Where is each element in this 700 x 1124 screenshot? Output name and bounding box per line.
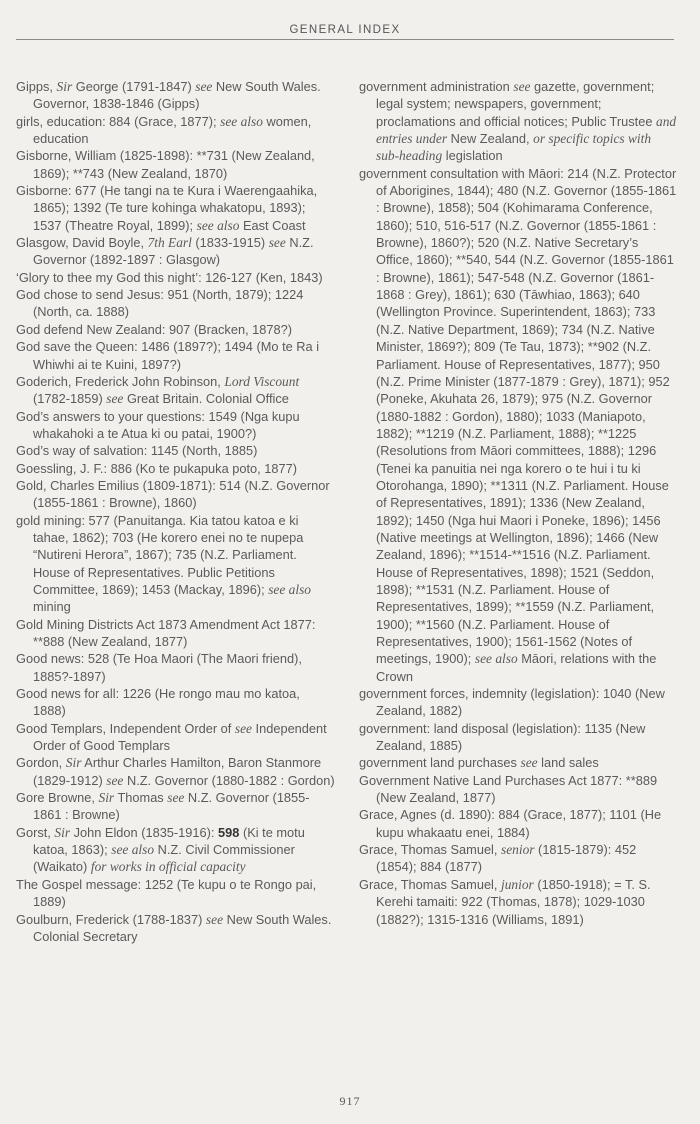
entry-text: Good Templars, Independent Order of [16,720,235,736]
index-entry [16,78,336,113]
entry-text: (Ki te motu katoa, 1863); [33,824,305,858]
entry-text: Gipps, [16,79,57,94]
entry-text: Independent Order of Good Templars [33,720,327,754]
entry-text: Sir [98,790,115,806]
entry-text: see [106,772,124,788]
index-entry [16,269,336,286]
entry-text: junior [501,876,534,892]
index-entry [359,720,677,755]
entry-text: Lord Viscount [224,373,300,389]
entry-text: Thomas [114,790,168,806]
entry-text: ‘Glory to thee my God this night’: 126-127 (Ken, 1843) [16,269,323,285]
entry-text: Gordon, [16,755,66,771]
entry-text: Māori, relations with the Crown [376,651,657,684]
entry-text: (1833-1915) [191,235,269,251]
entry-text: (1850-1918); = T. S. Kerehi tamaiti: 922 (Thomas, 1878); 1029-1030 (1882?); 1315-1316 (Williams, 1891) [376,876,651,927]
entry-text: God save the Queen: 1486 (1897?); 1494 (Mo te Ra i Whiwhi ai te Kuini, 1897?) [16,339,320,372]
entry-text: and entries under [376,113,677,147]
index-entry [16,286,336,321]
entry-text: see [234,720,252,736]
entry-text: New South Wales. Colonial Secretary [33,911,332,944]
entry-text: 598 [218,824,240,840]
index-entry [16,789,336,824]
index-entry [359,78,677,165]
entry-text: Sir [65,755,82,771]
index-entry [16,824,336,876]
entry-text: senior [501,842,535,858]
index-entry [16,754,336,789]
index-entry [359,685,677,720]
entry-text: see [513,79,531,94]
entry-text: Grace, Thomas Samuel, [359,842,502,858]
index-entry [16,234,336,269]
entry-text: see [268,235,286,251]
index-column-right [359,78,677,928]
index-entry [359,165,677,685]
entry-text: legislation [442,148,503,164]
entry-text: Gold, Charles Emilius (1809-1871): 514 (N.Z. Governor (1855-1861 : Browne), 1860) [16,477,330,511]
entry-text: Glasgow, David Boyle, [16,235,148,251]
entry-text: (1782-1859) [33,391,107,407]
index-entry [16,321,336,338]
running-header: GENERAL INDEX [16,24,674,40]
entry-text: Goessling, J. F.: 886 (Ko te pukapuka poto, 1877) [16,460,297,476]
entry-text: Goderich, Frederick John Robinson, [16,373,225,389]
entry-text: New South Wales. Governor, 1838-1846 (Gipps) [33,79,321,112]
entry-text: God defend New Zealand: 907 (Bracken, 1878?) [16,321,293,337]
entry-text: government administration [359,79,514,94]
entry-text: (1815-1879): 452 (1854); 884 (1877) [376,842,637,875]
index-entry [16,373,336,408]
index-entry [359,754,677,771]
entry-text: George (1791-1847) [72,79,196,94]
index-entry [359,876,677,928]
entry-text: women, education [33,113,312,147]
entry-text: Good news for all: 1226 (He rongo mau mo katoa, 1888) [16,686,300,719]
entry-text: Goulburn, Frederick (1788-1837) [16,911,206,927]
entry-text: Arthur Charles Hamilton, Baron Stanmore (1829-1912) [33,755,322,788]
entry-text: New Zealand, [447,131,534,147]
index-entry [16,442,336,459]
index-entry [16,876,336,911]
entry-text: see [205,911,224,927]
index-entry [16,512,336,616]
index-entry [359,772,677,807]
entry-text: N.Z. Governor (1892-1897 : Glasgow) [33,235,314,268]
entry-text: N.Z. Governor (1880-1882 : Gordon) [123,772,335,788]
entry-text: girls, education: 884 (Grace, 1877); [16,113,221,129]
index-entry [16,147,336,182]
entry-text: gazette, government; legal system; newspapers, government; proclamations and official notices; Public Trustee [376,79,657,129]
entry-text: John Eldon (1835-1916): [70,824,219,840]
entry-text: see [195,79,213,94]
index-entry [16,408,336,443]
entry-text: government consultation with Māori: 214 (N.Z. Protector of Aborigines, 1844); 480 (N.Z. Governor (1855-1861 : Browne), 1858); 504 (Kohimarama Conference, 1860); 510, 516-517 (N.Z. Governor (1855-1861 : Browne), 1860?); 520 (N.Z. Native Secretary’s Office, 1860); **540, 544 (N.Z. Governor (1855-1861 : Browne), 1861); 547-548 (N.Z. Governor (1861-1868 : Grey), 1861); 630 (Tāwhiao, 1863); 640 (Wellington Province. Superintendent, 1863); 733 (N.Z. Native Department, 1869); 734 (N.Z. Native Minister, 1869?); 809 (Te Tau, 1873); **902 (N.Z. Parliament. House of Representatives, 1877); 950 (N.Z. Prime Minister (1877-1879 : Grey), 1871); 952 (Poneke, Akuhata 26, 1879); 975 (N.Z. Governor (1880-1882 : Gordon), 1880); 1033 (Maniapoto, 1882); **1219 (N.Z. Parliament, 1888); **1225 (Resolutions from Māori committees, 1888); 1296 (Tenei ka panuitia nei nga korero o te hui i tu ki Otorohanga, 1890); **1311 (N.Z. Parliament. House of Representatives, 1891); 1336 (New Zealand, 1892); 1450 (Nga hui Maori i Poneke, 1896); 1456 (Native meetings at Wellington, 1896); 1466 (New Zealand, 1896); **1514-**1516 (N.Z. Parliament. House of Representatives, 1898); 1521 (Seddon, 1898); **1531 (N.Z. Parliament. House of Representatives, 1899); **1559 (N.Z. Parliament, 1900); **1560 (N.Z. Parliament. House of Representatives, 1900); 1561-1562 (Notes of meetings, 1900); [359,165,677,667]
page-number: 917 [339,1094,361,1108]
entry-text: Government Native Land Purchases Act 1877: **889 (New Zealand, 1877) [359,772,658,806]
entry-text: Gisborne, William (1825-1898): **731 (New Zealand, 1869); **743 (New Zealand, 1870) [16,148,315,181]
index-entry [359,841,677,876]
entry-text: see also [196,217,240,233]
index-column-left [16,78,336,945]
index-entry [359,806,677,841]
entry-text: mining [33,599,71,615]
index-entry [16,616,336,651]
entry-text: Gorst, [16,824,55,840]
entry-text: Good news: 528 (Te Hoa Maori (The Maori friend), 1885?-1897) [16,651,302,684]
entry-text: see also [474,651,518,667]
entry-text: God’s answers to your questions: 1549 (Nga kupu whakahoki a te Atua ki ou patai, 1900?) [16,408,300,441]
entry-text: East Coast [239,217,306,233]
index-entry [16,477,336,512]
index-entry [16,650,336,685]
index-entry [16,911,336,946]
entry-text: The Gospel message: 1252 (Te kupu o te Rongo pai, 1889) [16,876,317,910]
entry-text: government forces, indemnity (legislation): 1040 (New Zealand, 1882) [359,686,665,719]
entry-text: Grace, Thomas Samuel, [359,876,502,892]
entry-text: Gisborne: 677 (He tangi na te Kura i Waerengaahika, 1865); 1392 (Te ture kohinga whakatopu, 1893); 1537 (Theatre Royal, 1899); [16,183,318,233]
index-entry [16,182,336,234]
entry-text: Sir [56,79,73,94]
entry-text: Sir [54,824,71,840]
entry-text: N.Z. Civil Commissioner (Waikato) [33,842,295,875]
entry-text: gold mining: 577 (Panuitanga. Kia tatou katoa e ki tahae, 1862); 703 (He korero enei no te nupepa “Nutireni Herora”, 1867); 735 (N.Z. Parliament. House of Representatives. Public Petitions Committee, 1869); 1453 (Mackay, 1896); [16,512,304,597]
entry-text: Gold Mining Districts Act 1873 Amendment Act 1877: **888 (New Zealand, 1877) [16,616,316,649]
entry-text: government land purchases [359,755,521,771]
index-entry [16,460,336,477]
entry-text: God’s way of salvation: 1145 (North, 1885) [16,443,258,459]
entry-text: God chose to send Jesus: 951 (North, 1879); 1224 (North, ca. 1888) [16,287,304,320]
entry-text: or specific topics with sub-heading [376,131,652,164]
entry-text: see also [111,842,155,858]
entry-text: see [167,790,185,806]
entry-text: 7th Earl [147,235,192,251]
entry-text: see also [268,581,311,597]
entry-text: Grace, Agnes (d. 1890): 884 (Grace, 1877); 1101 (He kupu whakaatu enei, 1884) [359,807,662,840]
entry-text: Gore Browne, [16,790,99,806]
entry-text: for works in official capacity [90,859,246,875]
entry-text: see also [220,113,263,129]
entry-text: government: land disposal (legislation): 1135 (New Zealand, 1885) [359,720,646,754]
index-entry [16,338,336,373]
entry-text: N.Z. Governor (1855-1861 : Browne) [33,790,310,823]
index-entry [16,685,336,720]
entry-text: see [106,391,124,407]
index-entry [16,113,336,148]
index-entry [16,720,336,755]
entry-text: see [520,755,538,771]
entry-text: land sales [537,755,599,771]
entry-text: Great Britain. Colonial Office [123,391,289,407]
